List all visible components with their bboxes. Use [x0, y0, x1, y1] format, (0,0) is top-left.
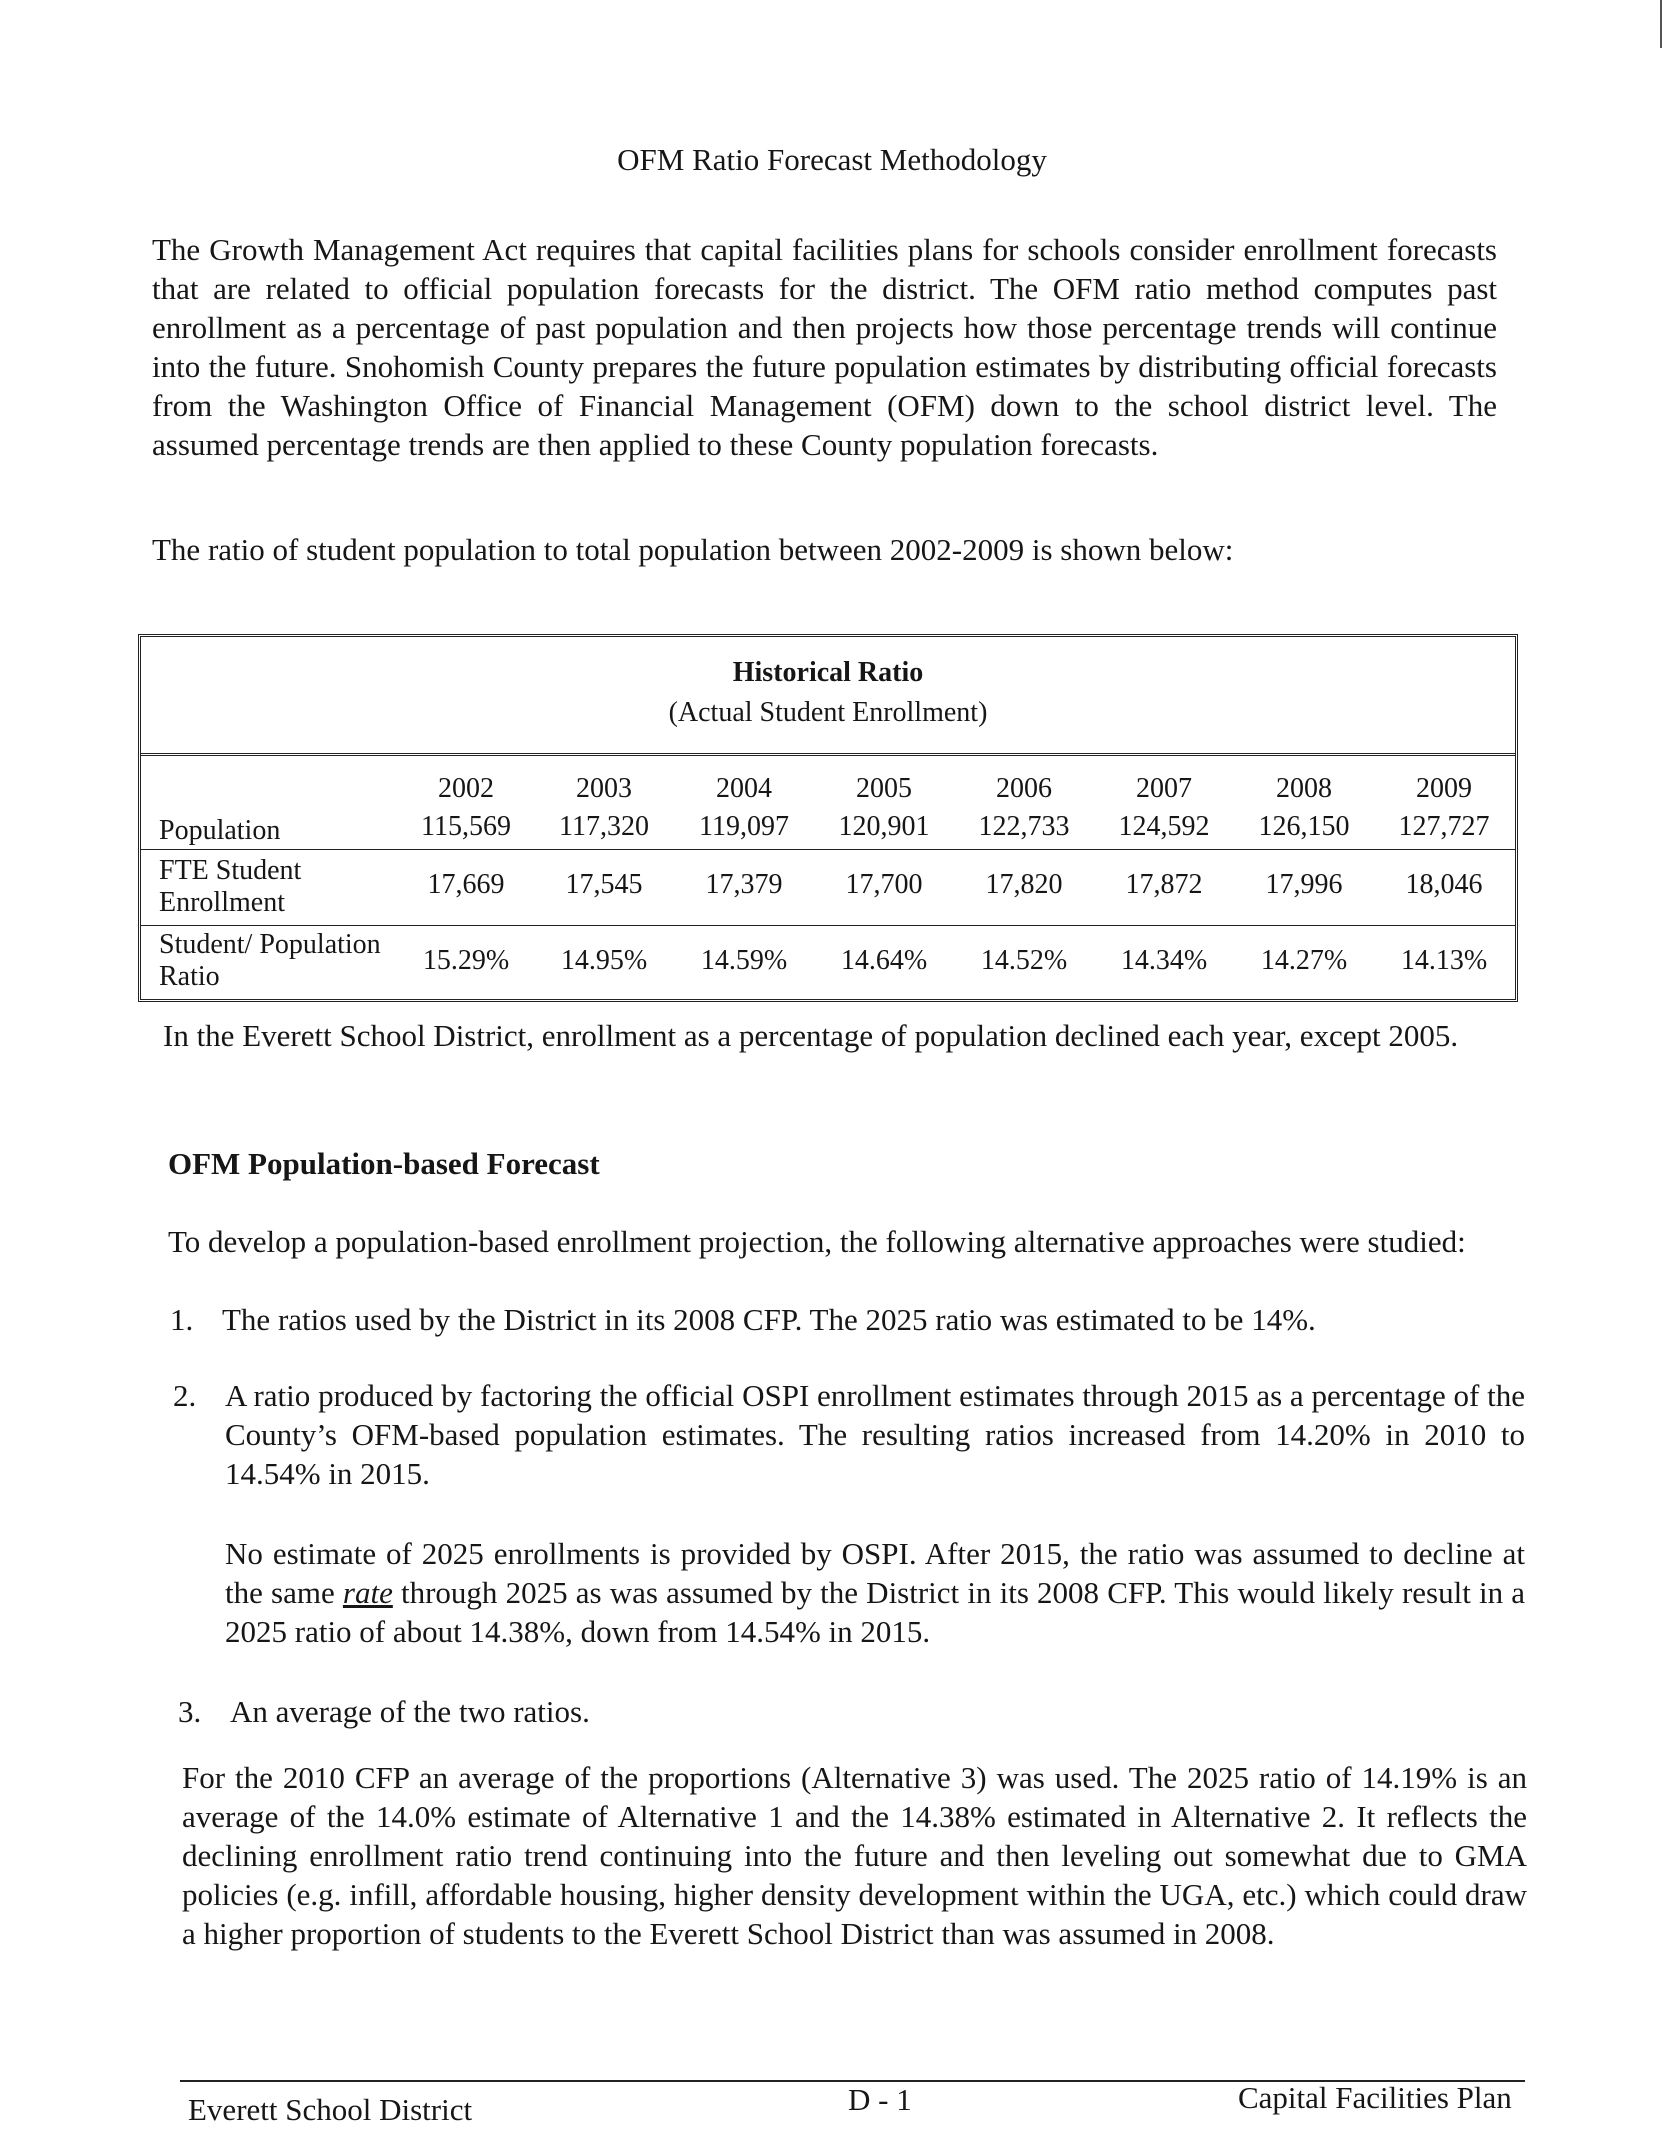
table-year-header-row: [141, 757, 1515, 809]
table-cell: 126,150: [1258, 811, 1350, 842]
section-heading: OFM Population-based Forecast: [168, 1146, 600, 1181]
row-label: FTE Student Enrollment: [159, 855, 302, 918]
emphasis-text: rate: [342, 1575, 393, 1610]
table-cell: 14.52%: [980, 945, 1068, 976]
scan-edge-mark: [1660, 0, 1662, 48]
table-row-fte-enrollment: [141, 851, 1515, 926]
table-cell: 17,820: [985, 869, 1063, 900]
ospi-note-paragraph: [225, 1534, 1525, 1651]
list-text: The ratios used by the District in its 2008 CFP. The 2025 ratio was estimated to be 14%.: [222, 1302, 1316, 1337]
table-cell: 119,097: [699, 811, 789, 842]
table-cell: 15.29%: [422, 945, 510, 976]
ratio-intro-paragraph: The ratio of student population to total population between 2002-2009 is shown below:: [152, 532, 1234, 567]
table-cell: 14.34%: [1120, 945, 1208, 976]
year-header: 2003: [576, 773, 632, 804]
approaches-intro-paragraph: To develop a population-based enrollment projection, the following alternative approaches were studied:: [168, 1224, 1466, 1259]
list-number: 1.: [170, 1302, 194, 1337]
footer-left: Everett School District: [188, 2092, 473, 2127]
table-cell: 122,733: [978, 811, 1070, 842]
year-header: 2006: [996, 773, 1052, 804]
year-header: 2009: [1416, 773, 1472, 804]
everett-note-paragraph: In the Everett School District, enrollment as a percentage of population declined each year, except 2005.: [163, 1018, 1459, 1053]
table-cell: 17,379: [705, 869, 783, 900]
table-cell: 14.95%: [560, 945, 648, 976]
table-cell: 14.13%: [1400, 945, 1488, 976]
footer-right: Capital Facilities Plan: [1238, 2080, 1512, 2115]
table-cell: 117,320: [559, 811, 649, 842]
table-cell: 127,727: [1398, 811, 1490, 842]
year-header: 2008: [1276, 773, 1332, 804]
row-label: Student/ Population Ratio: [159, 929, 381, 992]
table-header: [141, 637, 1515, 756]
historical-ratio-table: [138, 634, 1518, 1002]
table-cell: 120,901: [838, 811, 930, 842]
table-cell: 124,592: [1118, 811, 1210, 842]
intro-paragraph: The Growth Management Act requires that capital facilities plans for schools consider enrollment forecasts that are related to official population forecasts for the district. The OFM ratio method computes past enrollment as a percentage of past population and then projects how those percentage trends will continue into the future. Snohomish County prepares the future population estimates by distributing official forecasts from the Washington Office of Financial Management (OFM) down to the school district level. The assumed percentage trends are then applied to these County population forecasts.: [152, 232, 1497, 462]
conclusion-paragraph: For the 2010 CFP an average of the proportions (Alternative 3) was used. The 2025 ratio of 14.19% is an average of the 14.0% estimate of Alternative 1 and the 14.38% estimated in Alternative 2. It reflects the declining enrollment ratio trend continuing into the future and then leveling out somewhat due to GMA policies (e.g. infill, affordable housing, higher density development within the UGA, etc.) which could draw a higher proportion of students to the Everett School District than was assumed in 2008.: [182, 1760, 1527, 1951]
table-row-population: [141, 809, 1515, 850]
list-text: An average of the two ratios.: [230, 1694, 590, 1729]
page-title: OFM Ratio Forecast Methodology: [617, 142, 1047, 177]
table-cell: 17,700: [845, 869, 923, 900]
table-title: Historical Ratio: [732, 657, 924, 688]
list-text: A ratio produced by factoring the official OSPI enrollment estimates through 2015 as a percentage of the County’s OFM-based population estimates. The resulting ratios increased from 14.20% in 2010 to 14.54% in 2015.: [225, 1378, 1525, 1491]
ospi-note-text: through 2025 as was assumed by the District in its 2008 CFP. This would likely result in a 2025 ratio of about 14.38%, down from 14.54% in 2015.: [225, 1575, 1525, 1649]
table-cell: 17,545: [565, 869, 643, 900]
table-subtitle: (Actual Student Enrollment): [668, 697, 988, 728]
year-header: 2005: [856, 773, 912, 804]
row-label: Population: [159, 815, 281, 846]
table-cell: 14.64%: [840, 945, 928, 976]
table-cell: 18,046: [1405, 869, 1483, 900]
table-cell: 17,996: [1265, 869, 1343, 900]
table-row-ratio: [141, 927, 1515, 999]
table-cell: 115,569: [421, 811, 511, 842]
year-header: 2004: [716, 773, 772, 804]
ospi-note-text: No estimate of 2025 enrollments is provided by OSPI. After 2015, the ratio was assumed to decline at the same: [225, 1536, 1525, 1610]
page-number: D - 1: [848, 2082, 912, 2117]
table-cell: 17,669: [427, 869, 505, 900]
list-number: 3.: [178, 1694, 202, 1729]
year-header: 2002: [438, 773, 494, 804]
table-cell: 17,872: [1125, 869, 1203, 900]
table-cell: 14.59%: [700, 945, 788, 976]
list-number: 2.: [173, 1378, 197, 1413]
year-header: 2007: [1136, 773, 1192, 804]
table-cell: 14.27%: [1260, 945, 1348, 976]
